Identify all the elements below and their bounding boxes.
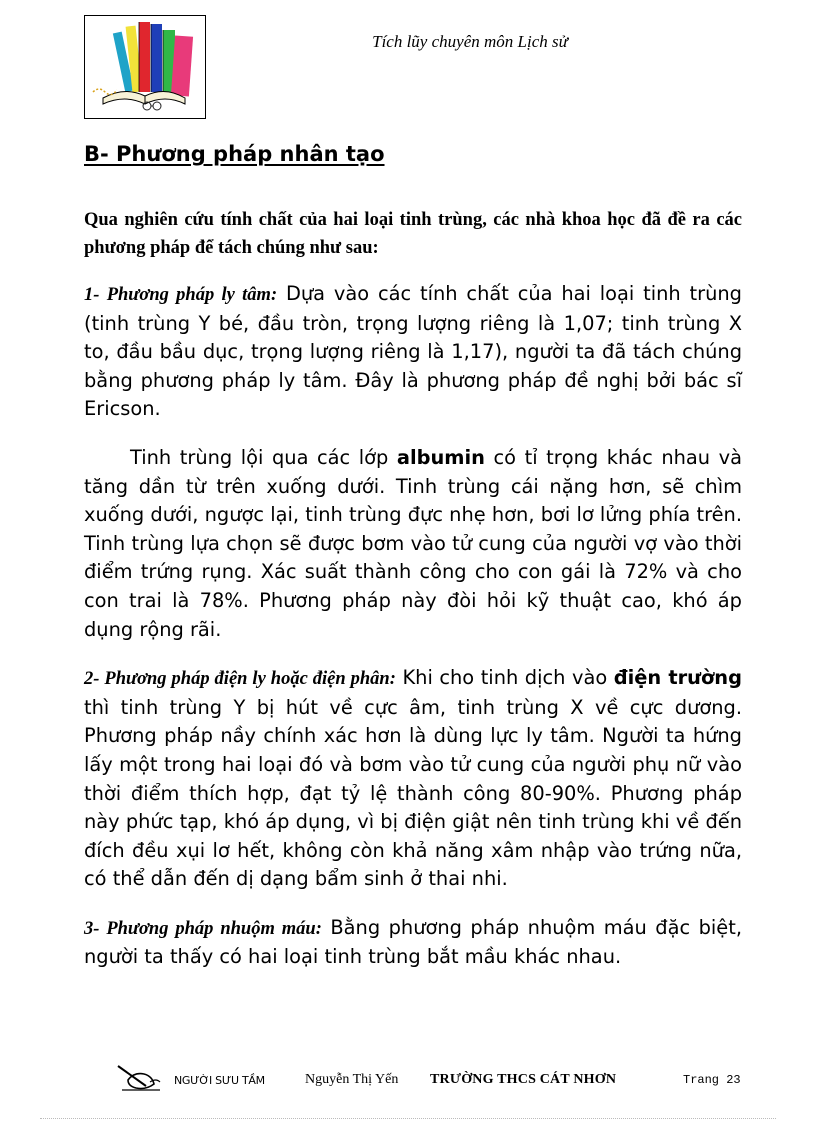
method-3-heading: 3- Phương pháp nhuộm máu — [84, 918, 316, 939]
method-2-paragraph: 2- Phương pháp điện ly hoặc điện phân: Khi cho tinh dịch vào điện trường thì tinh trùng Y bị hút về cực âm, tinh trùng X về cực dương. Phương pháp nầy chính xác hơn là dùng lực ly tâm. Người ta hứng lấy một trong hai loại đó và bơm vào tử cung của người phụ nữ vào thời điểm thích hợp, đạt tỷ lệ thành công 80-90%. Phương pháp này phức tạp, khó áp dụng, vì bị điện giật nên tinh trùng khi về đến đích đều xụi lơ hết, không còn khả năng xâm nhập vào trứng nữa, có thể dẫn đến dị dạng bẩm sinh ở thai nhi. — [84, 666, 742, 891]
method-1-paragraph: 1- Phương pháp ly tâm: Dựa vào các tính chất của hai loại tinh trùng (tinh trùng Y bé, đầu tròn, trọng lượng riêng là 1,07; tinh trùng X to, đầu bầu dục, trọng lượng riêng là 1,17), người ta đã tách chúng bằng phương pháp ly tâm. Đây là phương pháp đề nghị bởi bác sĩ Ericson. — [84, 282, 742, 421]
method-3-text: Bằng phương pháp nhuộm máu đặc biệt, người ta thấy có hai loại tinh trùng bắt mầu khác nhau. — [84, 915, 742, 969]
method-1-detail-post: có tỉ trọng khác nhau và tăng dần từ trên xuống dưới. Tinh trùng cái nặng hơn, sẽ chìm xuống dưới, ngược lại, tinh trùng đực nhẹ hơn, bơi lơ lửng phía trên. Tinh trùng lựa chọn sẽ được bơm vào tử cung của người vợ vào thời điểm trứng rụng. Xác suất thành công cho con gái là 72% và cho con trai là 78%. Phương pháp này đòi hỏi kỹ thuật cao, khó áp dụng rộng rãi. — [84, 445, 742, 641]
books-illustration — [85, 16, 205, 118]
page-footer — [0, 1060, 816, 1100]
method-1-text: Dựa vào các tính chất của hai loại tinh trùng (tinh trùng Y bé, đầu tròn, trọng lượng riêng là 1,07; tinh trùng X to, đầu bầu dục, trọng lượng riêng là 1,17), người ta đã tách chúng bằng phương pháp ly tâm. Đây là phương pháp đề nghị bởi bác sĩ Ericson. — [84, 282, 742, 421]
method-1-detail-pre: Tinh trùng lội qua các lớp — [130, 445, 389, 469]
intro-paragraph: Qua nghiên cứu tính chất của hai loại tinh trùng, các nhà khoa học đã đề ra các phương pháp để tách chúng như sau: — [84, 210, 742, 258]
page-number: Trang 23 — [683, 1073, 741, 1087]
section-title: B- Phương pháp nhân tạo — [84, 142, 385, 166]
electric-field-term: điện trường — [613, 666, 742, 690]
method-1-heading: 1- Phương pháp ly tâm — [84, 285, 271, 305]
author-name: Nguyễn Thị Yến — [305, 1072, 399, 1087]
albumin-term: albumin — [396, 445, 485, 469]
document-body — [84, 206, 742, 992]
books-icon — [84, 15, 206, 119]
bottom-divider — [40, 1118, 776, 1119]
school-name: TRƯỜNG THCS CÁT NHƠN — [430, 1072, 617, 1087]
method-2-post: thì tinh trùng Y bị hút về cực âm, tinh trùng X về cực dương. Phương pháp nầy chính xác hơn là dùng lực ly tâm. Người ta hứng lấy một trong hai loại đó và bơm vào tử cung của người phụ nữ vào thời điểm thích hợp, đạt tỷ lệ thành công 80-90%. Phương pháp này phức tạp, khó áp dụng, vì bị điện giật nên tinh trùng khi về đến đích đều xụi lơ hết, không còn khả năng xâm nhập vào trứng nữa, có thể dẫn đến dị dạng bẩm sinh ở thai nhi. — [84, 695, 742, 891]
method-3-paragraph: 3- Phương pháp nhuộm máu: Bằng phương pháp nhuộm máu đặc biệt, người ta thấy có hai loại tinh trùng bắt mầu khác nhau. — [84, 915, 742, 969]
method-2-heading: 2- Phương pháp điện ly hoặc điện phân — [84, 669, 390, 690]
header-title: Tích lũy chuyên môn Lịch sử — [372, 32, 568, 51]
method-1-detail-paragraph — [84, 444, 742, 644]
collector-label: NGƯỜI SƯU TẦM — [174, 1074, 265, 1087]
method-2-pre: Khi cho tinh dịch vào — [402, 666, 608, 690]
writing-hand-icon — [116, 1060, 164, 1094]
